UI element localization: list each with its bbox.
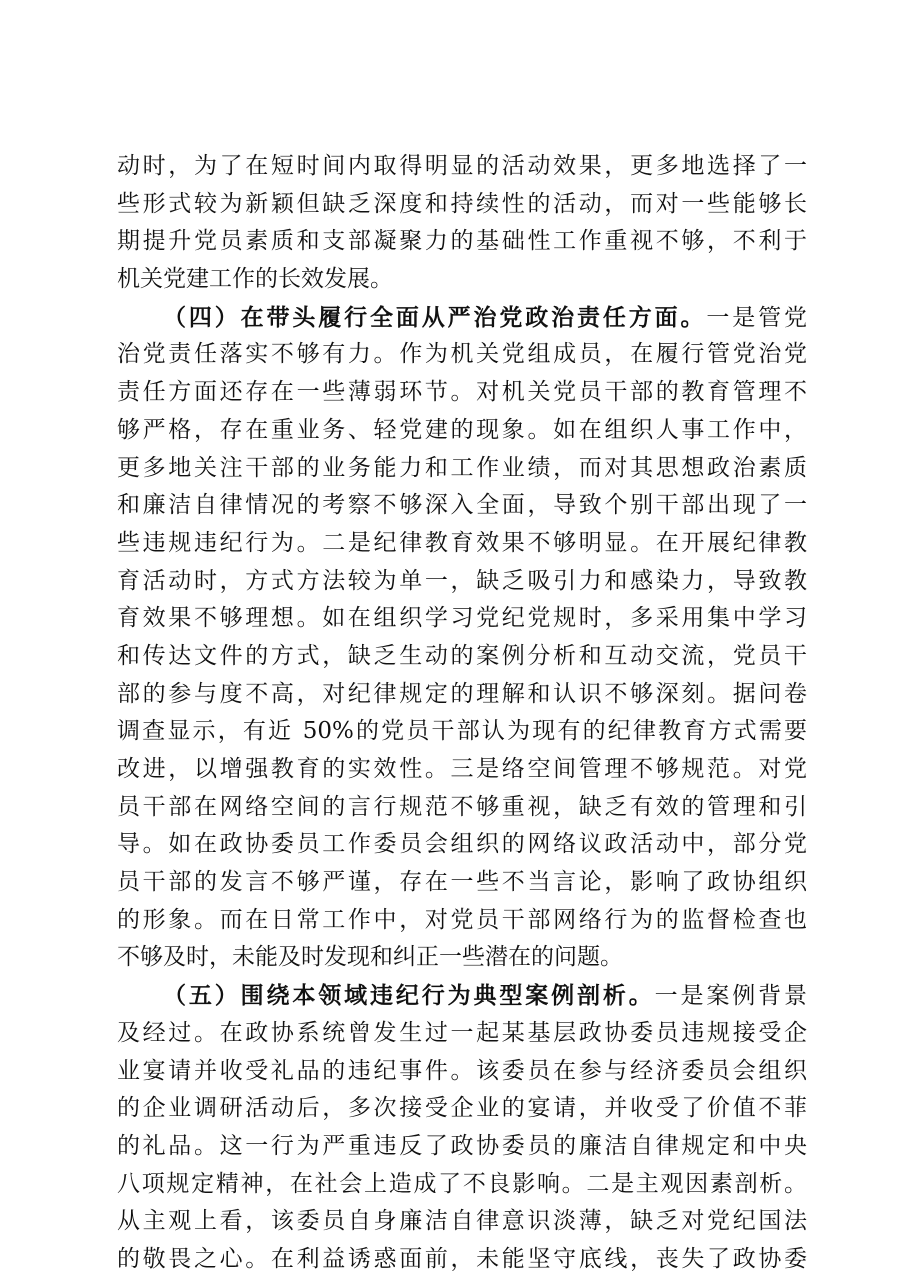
line-text: 改进，以增强教育的实效性。三是络空间管理不够规范。对党 [117, 756, 807, 782]
line-text: 从主观上看，该委员自身廉洁自律意识淡薄，缺乏对党纪国法 [117, 1208, 807, 1235]
text-line [117, 676, 807, 714]
line-text: 不够及时，未能及时发现和纠正一些潜在的问题。 [117, 944, 623, 971]
line-text: 和廉洁自律情况的考察不够深入全面，导致个别干部出现了一 [117, 492, 807, 519]
line-text: 及经过。在政协系统曾发生过一起某基层政协委员违规接受企 [117, 1019, 807, 1046]
text-line [117, 1015, 807, 1053]
line-text: 的敬畏之心。在利益诱惑面前，未能坚守底线，丧失了政协委 [117, 1245, 807, 1272]
line-text: 育活动时，方式方法较为单一，缺乏吸引力和感染力，导致教 [117, 567, 807, 594]
line-text: 期提升党员素质和支部凝聚力的基础性工作重视不够，不利于 [117, 228, 807, 255]
text-line [117, 1090, 807, 1128]
line-text: 和传达文件的方式，缺乏生动的案例分析和互动交流，党员干 [117, 642, 807, 669]
text-line [117, 1053, 807, 1091]
text-line [117, 563, 807, 601]
text-line [117, 902, 807, 940]
section-heading-5: （五）围绕本领域违纪行为典型案例剖析。 [163, 982, 655, 1010]
line-text: 动时，为了在短时间内取得明显的活动效果，更多地选择了一 [117, 153, 807, 179]
section-heading-line [117, 299, 807, 337]
text-line [117, 1241, 807, 1279]
line-text: 育效果不够理想。如在组织学习党纪党规时，多采用集中学习 [117, 605, 807, 632]
text-line [117, 412, 807, 450]
line-text: 调查显示，有近 50%的党员干部认为现有的纪律教育方式需要 [117, 718, 807, 745]
body-text [117, 148, 807, 1279]
text-line [117, 487, 807, 525]
line-text: 够严格，存在重业务、轻党建的现象。如在组织人事工作中， [117, 416, 807, 443]
text-line [117, 336, 807, 374]
line-text: 些形式较为新颖但缺乏深度和持续性的活动，而对一些能够长 [117, 190, 807, 217]
text-line [117, 223, 807, 261]
line-text: 更多地关注干部的业务能力和工作业绩，而对其思想政治素质 [117, 454, 807, 481]
text-line [117, 1128, 807, 1166]
section-heading-line [117, 977, 807, 1015]
line-text: 的礼品。这一行为严重违反了政协委员的廉洁自律规定和中央 [117, 1132, 807, 1159]
text-line [117, 525, 807, 563]
line-text: 的形象。而在日常工作中，对党员干部网络行为的监督检查也 [117, 906, 807, 933]
section-heading-4: （四）在带头履行全面从严治党政治责任方面。 [163, 303, 707, 331]
text-line [117, 789, 807, 827]
text-line [117, 600, 807, 638]
line-text: 一是管党 [706, 304, 807, 331]
line-text: 责任方面还存在一些薄弱环节。对机关党员干部的教育管理不 [117, 379, 807, 406]
paragraph-end-line [117, 939, 807, 977]
text-line [117, 1166, 807, 1204]
line-text: 治党责任落实不够有力。作为机关党组成员，在履行管党治党 [117, 341, 807, 368]
line-text: 一是案例背景 [654, 983, 807, 1010]
text-line [117, 751, 807, 789]
line-text: 机关党建工作的长效发展。 [117, 266, 393, 293]
line-text: 些违规违纪行为。二是纪律教育效果不够明显。在开展纪律教 [117, 529, 807, 556]
text-line [117, 1203, 807, 1241]
text-line [117, 186, 807, 224]
line-text: 业宴请并收受礼品的违纪事件。该委员在参与经济委员会组织 [117, 1057, 807, 1084]
text-line [117, 148, 807, 186]
line-text: 员干部的发言不够严谨，存在一些不当言论，影响了政协组织 [117, 869, 807, 896]
text-line [117, 713, 807, 751]
line-text: 导。如在政协委员工作委员会组织的网络议政活动中，部分党 [117, 831, 807, 858]
text-line [117, 450, 807, 488]
line-text: 员干部在网络空间的言行规范不够重视，缺乏有效的管理和引 [117, 793, 807, 820]
paragraph-end-line [117, 261, 807, 299]
text-line [117, 638, 807, 676]
text-line [117, 374, 807, 412]
line-text: 八项规定精神，在社会上造成了不良影响。二是主观因素剖析。 [117, 1170, 807, 1197]
text-line [117, 864, 807, 902]
line-text: 部的参与度不高，对纪律规定的理解和认识不够深刻。据问卷 [117, 680, 807, 707]
line-text: 的企业调研活动后，多次接受企业的宴请，并收受了价值不菲 [117, 1095, 807, 1122]
text-line [117, 826, 807, 864]
